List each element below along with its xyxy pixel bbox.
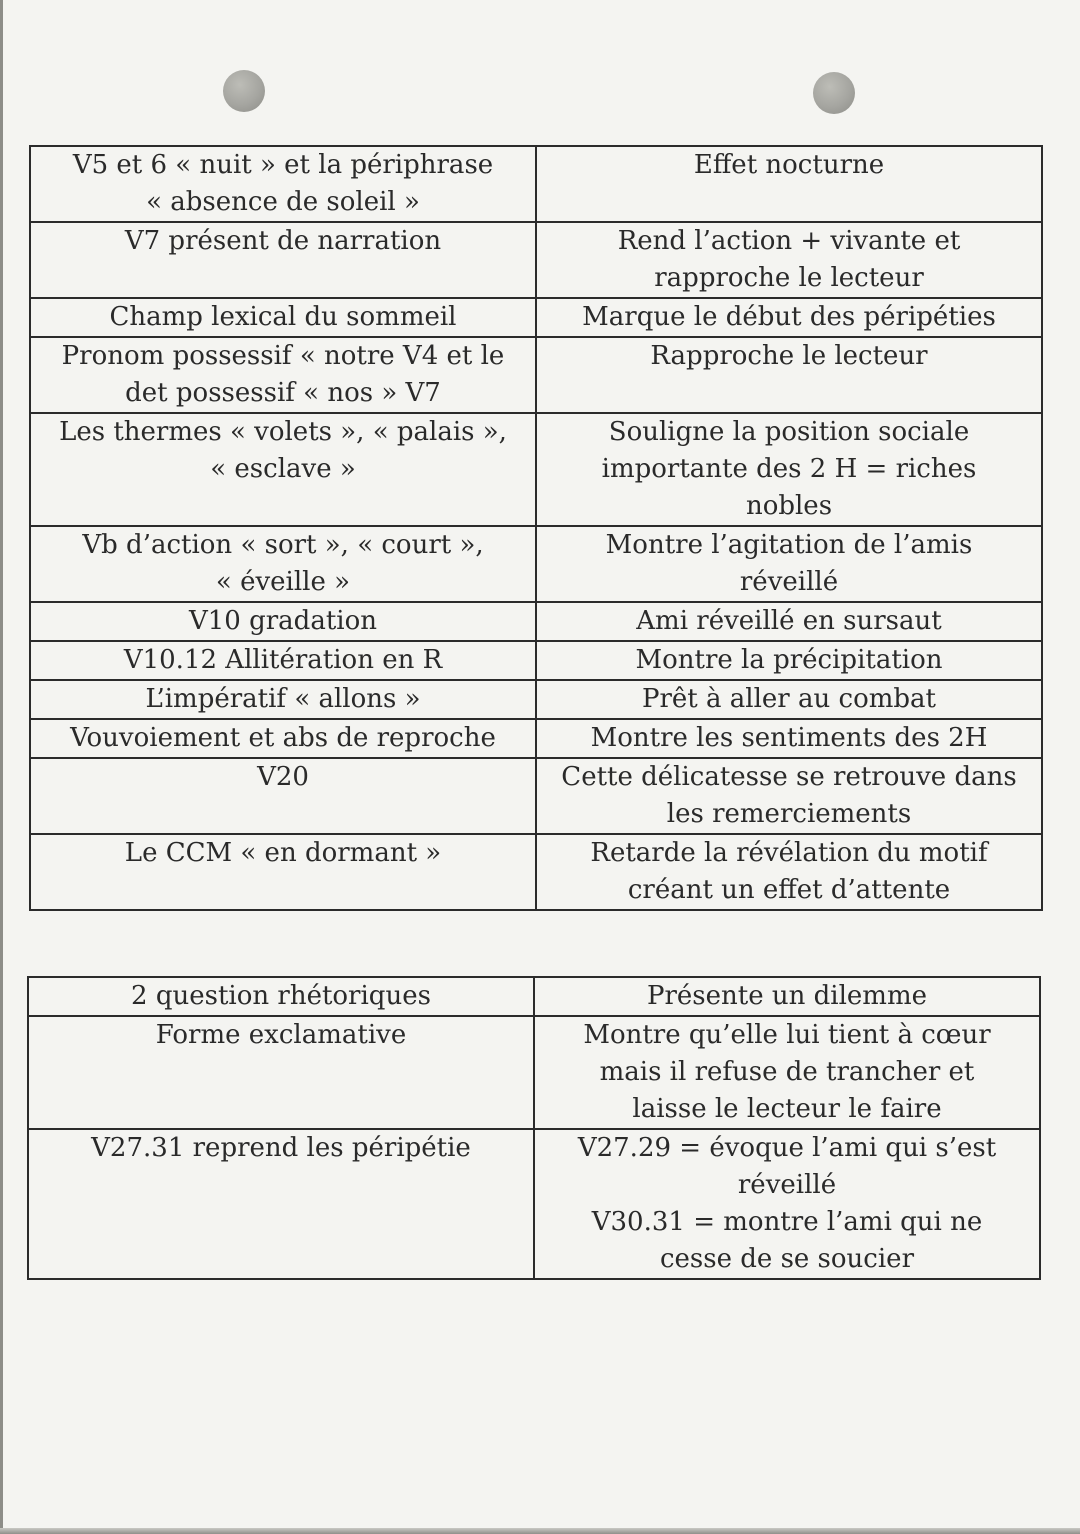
effect-cell: Montre l’agitation de l’amis réveillé — [536, 526, 1042, 602]
table-row — [30, 834, 1042, 910]
analysis-table-1 — [29, 145, 1043, 911]
page-edge — [0, 0, 3, 1534]
effect-cell: Rend l’action + vivante et rapproche le lecteur — [536, 222, 1042, 298]
analysis-table-2 — [27, 976, 1041, 1280]
device-cell: V27.31 reprend les péripétie — [28, 1129, 534, 1279]
table-row — [30, 526, 1042, 602]
effect-cell: Montre la précipitation — [536, 641, 1042, 680]
effect-cell: Rapproche le lecteur — [536, 337, 1042, 413]
effect-cell: Présente un dilemme — [534, 977, 1040, 1016]
effect-cell: Ami réveillé en sursaut — [536, 602, 1042, 641]
table-row — [28, 977, 1040, 1016]
table-row — [30, 413, 1042, 526]
effect-cell: V27.29 = évoque l’ami qui s’est réveillé V30.31 = montre l’ami qui ne cesse de se soucier — [534, 1129, 1040, 1279]
device-cell: Vb d’action « sort », « court », « éveille » — [30, 526, 536, 602]
table-row — [28, 1129, 1040, 1279]
effect-cell: Prêt à aller au combat — [536, 680, 1042, 719]
device-cell: 2 question rhétoriques — [28, 977, 534, 1016]
table-row — [28, 1016, 1040, 1129]
device-cell: V5 et 6 « nuit » et la périphrase « absence de soleil » — [30, 146, 536, 222]
device-cell: Pronom possessif « notre V4 et le det possessif « nos » V7 — [30, 337, 536, 413]
device-cell: Vouvoiement et abs de reproche — [30, 719, 536, 758]
device-cell: V7 présent de narration — [30, 222, 536, 298]
effect-cell: Effet nocturne — [536, 146, 1042, 222]
device-cell: V10 gradation — [30, 602, 536, 641]
table-row — [30, 337, 1042, 413]
table-row — [30, 298, 1042, 337]
binder-hole-left — [223, 70, 265, 112]
table-row — [30, 146, 1042, 222]
effect-cell: Montre qu’elle lui tient à cœur mais il refuse de trancher et laisse le lecteur le faire — [534, 1016, 1040, 1129]
table-row — [30, 758, 1042, 834]
table-row — [30, 719, 1042, 758]
binder-hole-right — [813, 72, 855, 114]
table-row — [30, 602, 1042, 641]
device-cell: Les thermes « volets », « palais », « esclave » — [30, 413, 536, 526]
page-edge — [0, 1528, 1080, 1534]
effect-cell: Souligne la position sociale importante des 2 H = riches nobles — [536, 413, 1042, 526]
table-row — [30, 641, 1042, 680]
device-cell: Forme exclamative — [28, 1016, 534, 1129]
device-cell: Champ lexical du sommeil — [30, 298, 536, 337]
device-cell: Le CCM « en dormant » — [30, 834, 536, 910]
effect-cell: Marque le début des péripéties — [536, 298, 1042, 337]
device-cell: V20 — [30, 758, 536, 834]
effect-cell: Retarde la révélation du motif créant un effet d’attente — [536, 834, 1042, 910]
device-cell: V10.12 Allitération en R — [30, 641, 536, 680]
table-row — [30, 680, 1042, 719]
effect-cell: Montre les sentiments des 2H — [536, 719, 1042, 758]
effect-cell: Cette délicatesse se retrouve dans les remerciements — [536, 758, 1042, 834]
device-cell: L’impératif « allons » — [30, 680, 536, 719]
table-row — [30, 222, 1042, 298]
